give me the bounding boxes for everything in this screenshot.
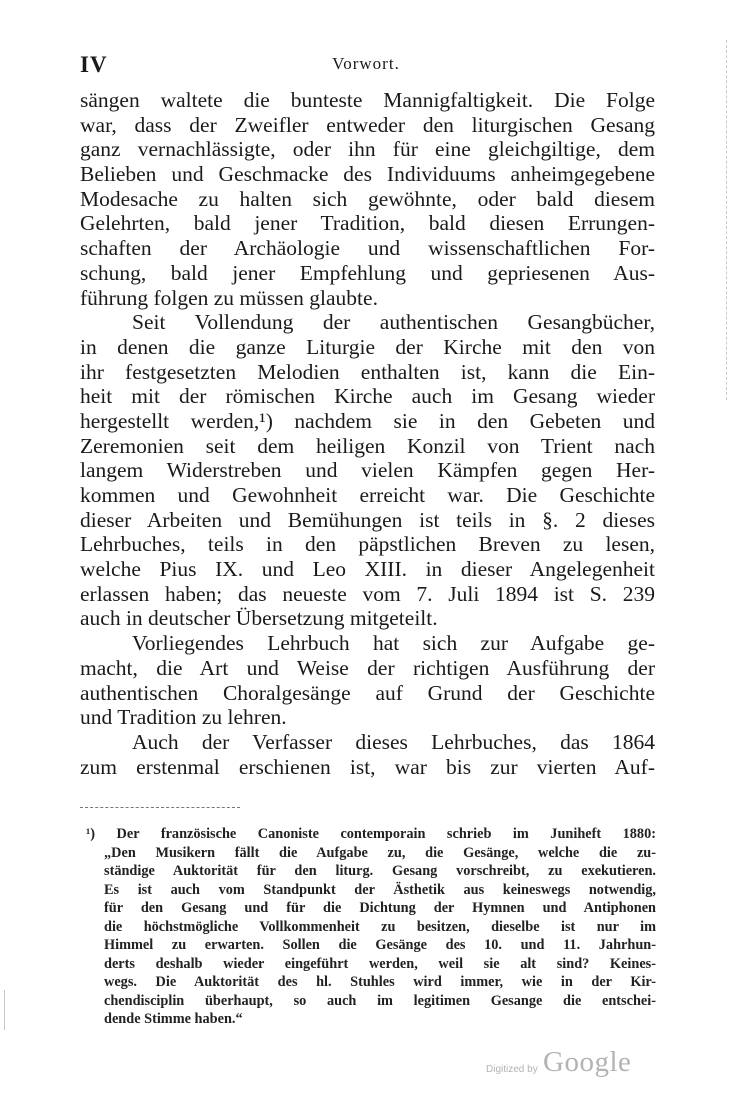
- footnote-line: „Den Musikern fällt die Aufgabe zu, die Gesänge, welche die zu-: [104, 844, 656, 861]
- body-line: erlassen haben; das neueste vom 7. Juli 1894 ist S. 239: [80, 581, 655, 606]
- body-line: ganz vernachlässigte, oder ihn für eine gleichgiltige, dem: [80, 137, 655, 162]
- footnote-line: ständige Auktorität für den liturg. Gesang vorschreibt, zu exekutieren.: [104, 863, 656, 879]
- running-title: Vorwort.: [332, 54, 400, 73]
- body-line: welche Pius IX. und Leo XIII. in dieser Angelegenheit: [80, 557, 655, 582]
- body-line: macht, die Art und Weise der richtigen Ausführung der: [80, 655, 655, 680]
- body-line: führung folgen zu müssen glaubte.: [80, 285, 378, 310]
- footnote-line: für den Gesang und für die Dichtung der Hymnen und Antiphonen: [104, 900, 656, 916]
- scan-edge-marks: [726, 40, 729, 400]
- running-head: [80, 52, 652, 76]
- body-line: kommen und Gewohnheit erreicht war. Die Geschichte: [80, 483, 655, 507]
- footnote-line: wegs. Die Auktorität des hl. Stuhles wird immer, wie in der Kir-: [104, 974, 656, 990]
- body-line: dieser Arbeiten und Bemühungen ist teils in §. 2 dieses: [80, 507, 655, 532]
- body-line: schaften der Archäologie und wissenschaftlichen For-: [80, 236, 655, 261]
- body-line: authentischen Choralgesänge auf Grund der Geschichte: [80, 680, 655, 705]
- footnote-line: ¹) Der französische Canoniste contemporain schrieb im Juniheft 1880:: [86, 826, 656, 842]
- footnote-line: derts deshalb wieder eingeführt werden, weil sie alt sind? Keines-: [104, 955, 656, 972]
- body-line: Vorliegendes Lehrbuch hat sich zur Aufgabe ge-: [132, 631, 655, 656]
- body-line: Seit Vollendung der authentischen Gesangbücher,: [132, 310, 655, 335]
- page-number: IV: [80, 52, 108, 77]
- digitized-by-google-watermark: [486, 1046, 636, 1086]
- footnote-line: chendisciplin überhaupt, so auch im legitimen Gesange die entschei-: [104, 992, 656, 1009]
- body-line: und Tradition zu lehren.: [80, 705, 287, 730]
- footnote-line: dende Stimme haben.“: [104, 1011, 243, 1027]
- body-line: auch in deutscher Übersetzung mitgeteilt.: [80, 606, 438, 631]
- scan-edge-marks-left: [4, 990, 7, 1030]
- footnote-rule: [80, 807, 240, 808]
- watermark-prefix: Digitized by: [486, 1064, 538, 1075]
- footnote-line: Es ist auch vom Standpunkt der Ästhetik aus keineswegs notwendig,: [104, 881, 656, 898]
- body-line: hergestellt werden,¹) nachdem sie in den Gebeten und: [80, 408, 655, 433]
- footnote-line: die höchstmögliche Vollkommenheit zu besitzen, dieselbe ist nur im: [104, 918, 656, 935]
- footnote-line: Himmel zu erwarten. Sollen die Gesänge des 10. und 11. Jahrhun-: [104, 937, 656, 953]
- body-line: Modesache zu halten sich gewöhnte, oder bald diesem: [80, 186, 655, 211]
- body-line: Belieben und Geschmacke des Individuums anheimgegebene: [80, 162, 655, 187]
- body-line: Gelehrten, bald jener Tradition, bald diesen Errungen-: [80, 211, 655, 236]
- body-line: Lehrbuches, teils in den päpstlichen Breven zu lesen,: [80, 532, 655, 557]
- body-line: Auch der Verfasser dieses Lehrbuches, das 1864: [132, 729, 655, 754]
- footnotes: [86, 825, 656, 1029]
- body-line: ihr festgesetzten Melodien enthalten ist, kann die Ein-: [80, 359, 655, 384]
- google-logo: Google: [543, 1046, 632, 1078]
- body-line: zum erstenmal erschienen ist, war bis zur vierten Auf-: [80, 754, 655, 779]
- body-line: sängen waltete die bunteste Mannigfaltigkeit. Die Folge: [80, 88, 655, 112]
- body-line: heit mit der römischen Kirche auch im Gesang wieder: [80, 384, 655, 409]
- body-line: Zeremonien seit dem heiligen Konzil von Trient nach: [80, 433, 655, 458]
- body-line: langem Widerstreben und vielen Kämpfen gegen Her-: [80, 458, 655, 483]
- body-line: war, dass der Zweifler entweder den liturgischen Gesang: [80, 112, 655, 137]
- body-line: schung, bald jener Empfehlung und gepriesenen Aus-: [80, 260, 655, 285]
- body-line: in denen die ganze Liturgie der Kirche mit den von: [80, 334, 655, 359]
- body-text: [80, 88, 655, 779]
